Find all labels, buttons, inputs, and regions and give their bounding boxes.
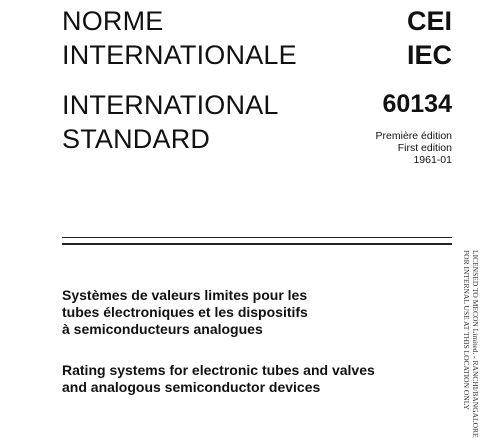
subject-french-line-3: à semiconducteurs analogues: [62, 321, 263, 337]
title-french-line-1: NORME: [62, 6, 164, 36]
subject-french-line-2: tubes électroniques et les dispositifs: [62, 304, 308, 320]
subject-french: [62, 287, 308, 338]
title-english-line-2: STANDARD: [62, 124, 211, 154]
title-english-line-1: INTERNATIONAL: [62, 90, 279, 120]
subject-french-line-1: Systèmes de valeurs limites pour les: [62, 287, 308, 303]
license-notice-line-2: FOR INTERNAL USE AT THIS LOCATION ONLY: [462, 250, 471, 410]
edition-english: First edition: [397, 142, 452, 154]
title-english: [62, 88, 279, 156]
divider-thin: [62, 237, 452, 238]
edition-info: [376, 130, 452, 166]
code-iec: IEC: [406, 40, 452, 70]
title-french-line-2: INTERNATIONALE: [62, 40, 297, 70]
edition-date: 1961-01: [413, 154, 452, 166]
title-french: [62, 4, 297, 72]
code-cei: CEI: [406, 6, 452, 36]
subject-english-line-2: and analogous semiconductor devices: [62, 379, 321, 395]
subject-english-line-1: Rating systems for electronic tubes and valves: [62, 362, 375, 378]
subject-english: [62, 362, 375, 396]
standard-number: 60134: [382, 90, 452, 118]
license-notice-line-1: LICENSED TO MECON Limited. - RANCHI/BANGALORE: [471, 250, 480, 438]
divider-thick: [62, 243, 452, 245]
license-notice: [462, 250, 480, 438]
edition-french: Première édition: [375, 130, 452, 142]
